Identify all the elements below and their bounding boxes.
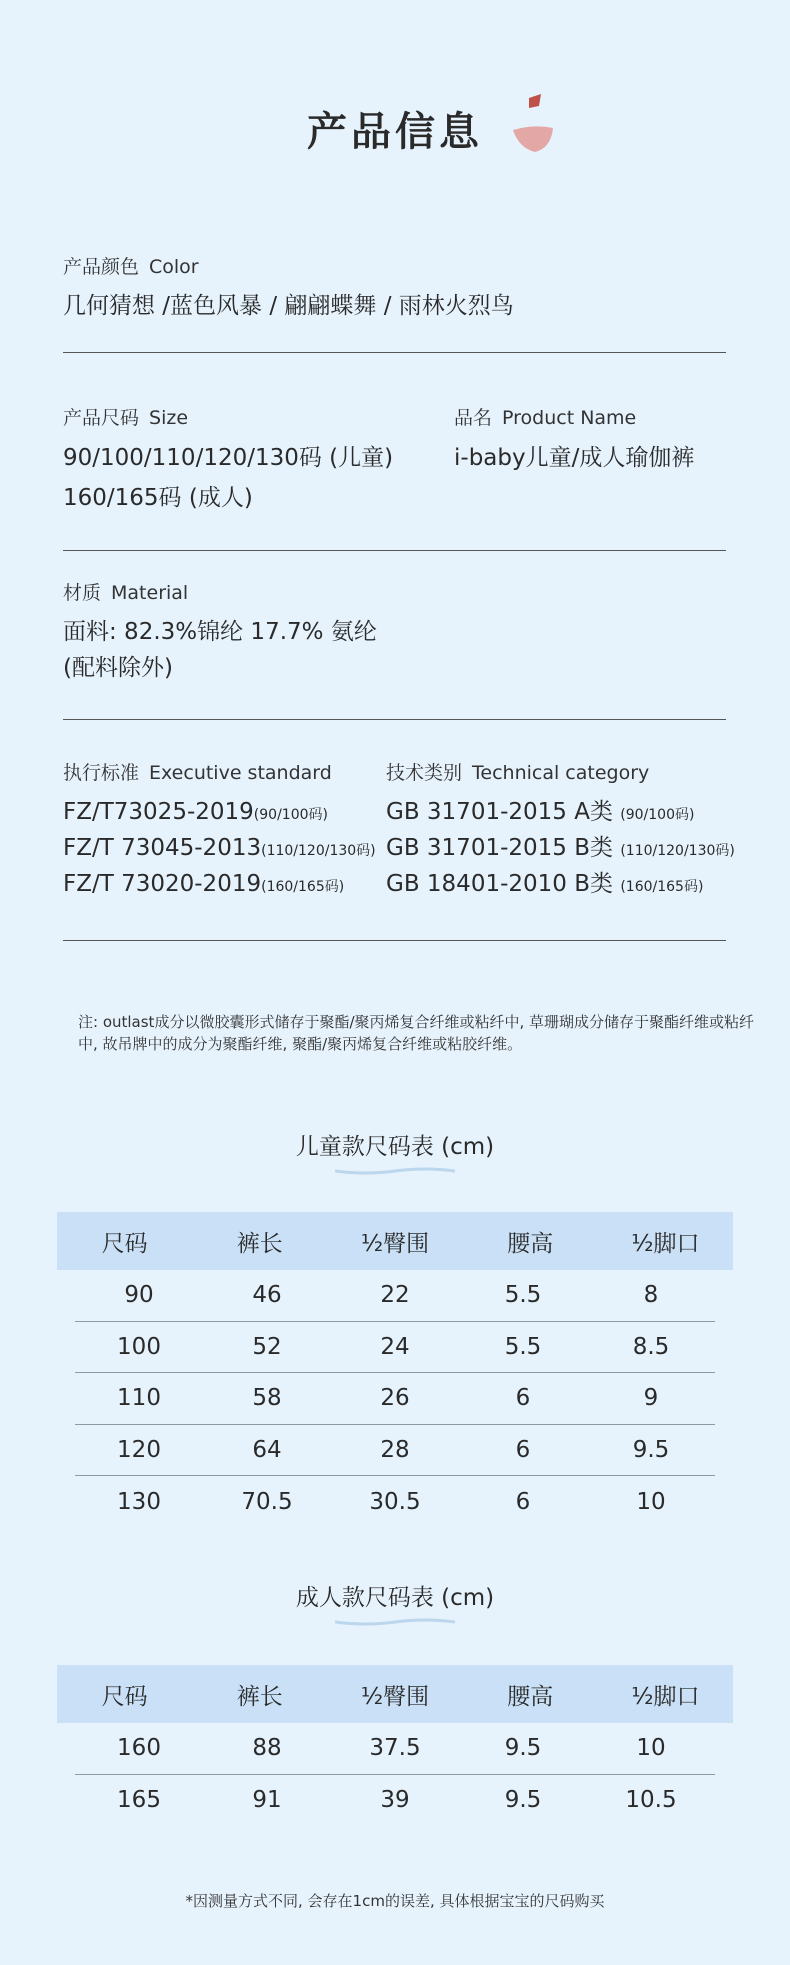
table-cell: 24 bbox=[380, 1333, 410, 1360]
standard-note: (90/100码) bbox=[253, 807, 328, 823]
standard-row bbox=[63, 832, 376, 868]
table-cell: 64 bbox=[252, 1436, 282, 1463]
size-value-line1: 90/100/110/120/130码 (儿童) bbox=[63, 445, 394, 471]
table-cell: 120 bbox=[117, 1436, 161, 1463]
size-label-en: Size bbox=[149, 407, 189, 429]
product-name-label-en: Product Name bbox=[502, 407, 637, 429]
header-cell: 腰高 bbox=[507, 1230, 554, 1257]
header-cell: 尺码 bbox=[101, 1683, 148, 1710]
table-cell: 5.5 bbox=[504, 1333, 542, 1360]
table-body bbox=[57, 1723, 733, 1826]
table-cell: 37.5 bbox=[369, 1735, 421, 1762]
color-label bbox=[63, 252, 199, 279]
standard-row bbox=[63, 796, 376, 832]
footnote: *因测量方式不同, 会存在1cm的误差, 具体根据宝宝的尺码购买 bbox=[185, 1892, 605, 1910]
tech-row bbox=[386, 868, 735, 904]
table-cell: 26 bbox=[380, 1385, 410, 1412]
header-cell: 尺码 bbox=[101, 1230, 148, 1257]
material-label-en: Material bbox=[111, 582, 189, 604]
tech-label-cn: 技术类别 bbox=[386, 762, 463, 784]
size-value-line2: 160/165码 (成人) bbox=[63, 485, 253, 511]
table-row bbox=[75, 1775, 715, 1827]
header-cell: ½脚口 bbox=[631, 1230, 700, 1257]
table-cell: 9.5 bbox=[504, 1787, 542, 1814]
table-row bbox=[75, 1723, 715, 1775]
standard-code: FZ/T73025-2019 bbox=[63, 799, 254, 825]
table-cell: 88 bbox=[252, 1735, 282, 1762]
standard-code: FZ/T 73045-2013 bbox=[63, 835, 262, 861]
table-header bbox=[57, 1665, 733, 1723]
product-name-label bbox=[454, 403, 636, 430]
tech-row bbox=[386, 832, 735, 868]
header-cell: ½脚口 bbox=[631, 1683, 700, 1710]
wave-underline-icon bbox=[335, 1167, 455, 1175]
tech-note: (90/100码) bbox=[620, 807, 695, 823]
table-cell: 46 bbox=[252, 1282, 282, 1309]
tech-label-en: Technical category bbox=[472, 762, 650, 784]
table-cell: 165 bbox=[117, 1787, 161, 1814]
kids-size-table bbox=[57, 1212, 733, 1528]
adult-table-title-wrap bbox=[0, 1579, 790, 1626]
standard-label-cn: 执行标准 bbox=[63, 762, 140, 784]
tech-list bbox=[386, 796, 735, 904]
material-label bbox=[63, 578, 188, 605]
standard-label bbox=[63, 758, 332, 785]
standard-code: FZ/T 73020-2019 bbox=[63, 871, 262, 897]
material-label-cn: 材质 bbox=[63, 582, 102, 604]
table-cell: 91 bbox=[252, 1787, 282, 1814]
header-cell: ½臀围 bbox=[360, 1683, 430, 1710]
table-cell: 110 bbox=[117, 1385, 161, 1412]
table-row bbox=[75, 1476, 715, 1528]
table-cell: 58 bbox=[252, 1385, 282, 1412]
product-name-value: i-baby儿童/成人瑜伽裤 bbox=[454, 445, 695, 471]
table-cell: 9 bbox=[643, 1385, 659, 1412]
table-cell: 52 bbox=[252, 1333, 282, 1360]
table-cell: 22 bbox=[380, 1282, 410, 1309]
table-cell: 6 bbox=[515, 1488, 531, 1515]
adult-size-table bbox=[57, 1665, 733, 1826]
table-cell: 90 bbox=[124, 1282, 154, 1309]
table-cell: 10 bbox=[636, 1735, 666, 1762]
divider bbox=[63, 550, 726, 551]
tech-code: GB 31701-2015 B类 bbox=[386, 835, 614, 861]
adult-table-title: 成人款尺码表 (cm) bbox=[295, 1585, 495, 1611]
table-cell: 28 bbox=[380, 1436, 410, 1463]
table-cell: 5.5 bbox=[504, 1282, 542, 1309]
table-header bbox=[57, 1212, 733, 1270]
table-cell: 9.5 bbox=[504, 1735, 542, 1762]
tech-note: (110/120/130码) bbox=[620, 843, 735, 859]
standard-note: (160/165码) bbox=[261, 879, 345, 895]
table-cell: 70.5 bbox=[241, 1488, 293, 1515]
kids-table-title: 儿童款尺码表 (cm) bbox=[295, 1134, 495, 1160]
table-cell: 10.5 bbox=[625, 1787, 677, 1814]
divider bbox=[63, 719, 726, 720]
tech-row bbox=[386, 796, 735, 832]
size-label-cn: 产品尺码 bbox=[63, 407, 140, 429]
table-cell: 10 bbox=[636, 1488, 666, 1515]
color-label-cn: 产品颜色 bbox=[63, 256, 140, 278]
table-row bbox=[75, 1373, 715, 1425]
table-cell: 160 bbox=[117, 1735, 161, 1762]
table-cell: 30.5 bbox=[369, 1488, 421, 1515]
table-cell: 8.5 bbox=[632, 1333, 670, 1360]
table-row bbox=[75, 1270, 715, 1322]
table-cell: 100 bbox=[117, 1333, 161, 1360]
composition-note: 注: outlast成分以微胶囊形式储存于聚酯/聚丙烯复合纤维或粘纤中, 草珊瑚成分储存于聚酯纤维或粘纤中, 故吊牌中的成分为聚酯纤维, 聚酯/聚丙烯复合纤维或粘胶纤维。 bbox=[78, 1013, 755, 1053]
material-value-line1: 面料: 82.3%锦纶 17.7% 氨纶 bbox=[63, 619, 377, 645]
divider bbox=[63, 940, 726, 941]
tech-label bbox=[386, 758, 649, 785]
table-cell: 39 bbox=[380, 1787, 410, 1814]
header-cell: 腰高 bbox=[507, 1683, 554, 1710]
table-row bbox=[75, 1322, 715, 1374]
table-cell: 130 bbox=[117, 1488, 161, 1515]
decorative-shape-icon bbox=[505, 90, 565, 160]
tech-note: (160/165码) bbox=[620, 879, 704, 895]
table-cell: 8 bbox=[643, 1282, 659, 1309]
color-label-en: Color bbox=[149, 256, 199, 278]
table-cell: 6 bbox=[515, 1436, 531, 1463]
size-label bbox=[63, 403, 188, 430]
table-cell: 6 bbox=[515, 1385, 531, 1412]
header-cell: ½臀围 bbox=[360, 1230, 430, 1257]
kids-table-title-wrap bbox=[0, 1128, 790, 1175]
standard-list bbox=[63, 796, 376, 904]
tech-code: GB 18401-2010 B类 bbox=[386, 871, 614, 897]
standard-label-en: Executive standard bbox=[149, 762, 332, 784]
table-cell: 9.5 bbox=[632, 1436, 670, 1463]
table-body bbox=[57, 1270, 733, 1528]
standard-note: (110/120/130码) bbox=[261, 843, 376, 859]
page-title: 产品信息 bbox=[307, 109, 483, 155]
header-cell: 裤长 bbox=[236, 1683, 283, 1710]
divider bbox=[63, 352, 726, 353]
table-row bbox=[75, 1425, 715, 1477]
color-value: 几何猜想 /蓝色风暴 / 翩翩蝶舞 / 雨林火烈鸟 bbox=[63, 293, 514, 319]
material-value-line2: (配料除外) bbox=[63, 655, 173, 681]
wave-underline-icon bbox=[335, 1618, 455, 1626]
header-cell: 裤长 bbox=[236, 1230, 283, 1257]
tech-code: GB 31701-2015 A类 bbox=[386, 799, 613, 825]
standard-row bbox=[63, 868, 376, 904]
product-name-label-cn: 品名 bbox=[454, 407, 493, 429]
